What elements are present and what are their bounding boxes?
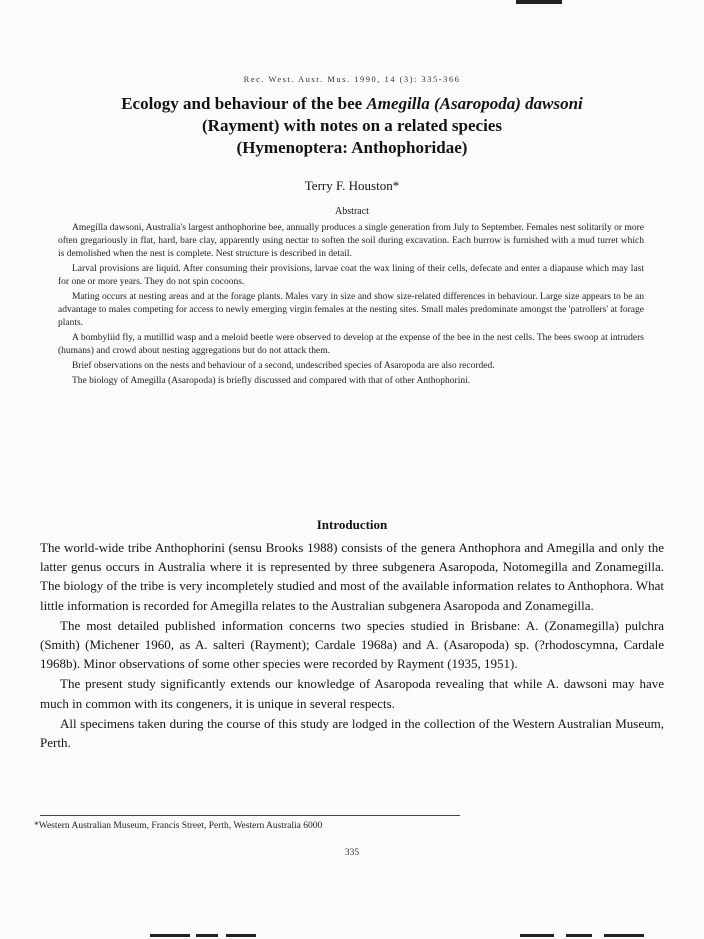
- introduction-body: [40, 538, 664, 753]
- abstract-paragraph: Larval provisions are liquid. After consuming their provisions, larvae coat the wax lining of their cells, defecate and enter a diapause which may last for one or more years. They do not spin cocoons.: [58, 264, 644, 287]
- scan-artifact-top: [516, 0, 562, 4]
- title-part-2: (Rayment) with notes on a related species: [202, 116, 502, 135]
- running-head: Rec. West. Aust. Mus. 1990, 14 (3): 335-366: [243, 74, 461, 84]
- intro-paragraph: The present study significantly extends our knowledge of Asaropoda revealing that while A. dawsoni may have much in common with its congeners, it is unique in several respects.: [40, 676, 664, 711]
- abstract-paragraph: Amegilla dawsoni, Australia's largest anthophorine bee, annually produces a single generation from July to September. Females nest solitarily or more often gregariously in flat, hard, bare clay, apparently using nectar to soften the soil during excavation. Each burrow is furnished with a mud turret which is demolished when the nest is complete. Nest structure is described in detail.: [58, 223, 644, 259]
- scan-artifact-bottom: [0, 932, 704, 938]
- introduction-heading: Introduction: [316, 517, 388, 532]
- abstract-paragraph: The biology of Amegilla (Asaropoda) is briefly discussed and compared with that of other Anthophorini.: [72, 376, 471, 386]
- author-affiliation-footnote: *Western Australian Museum, Francis Street, Perth, Western Australia 6000: [34, 821, 323, 831]
- title-part-3: (Hymenoptera: Anthophoridae): [236, 138, 468, 157]
- footnote-rule: [40, 815, 460, 816]
- abstract-body: [58, 222, 644, 390]
- intro-paragraph: The most detailed published information concerns two species studied in Brisbane: A. (Zonamegilla) pulchra (Smith) (Michener 1960, as A. salteri (Rayment); Cardale 1968a) and A. (Asaropoda) sp. (?rhodoscymna, Cardale 1968b). Minor observations of some other species were recorded by Rayment (1935, 1951).: [40, 617, 664, 672]
- abstract-paragraph: A bombyliid fly, a mutillid wasp and a meloid beetle were observed to develop at the expense of the bee in the nest cells. The bees swoop at intruders (humans) and crowd about nesting aggregations but do not attack them.: [58, 333, 644, 356]
- abstract-paragraph: Mating occurs at nesting areas and at the forage plants. Males vary in size and show size-related differences in behaviour. Large size appears to be an advantage to males competing for access to newly emerging virgin females at the nesting sites. Small males predominate amongst the 'patrollers' at forage plants.: [58, 292, 644, 328]
- intro-paragraph: All specimens taken during the course of this study are lodged in the collection of the Western Australian Museum, Perth.: [40, 715, 664, 751]
- author-name: Terry F. Houston*: [304, 178, 400, 193]
- page-number: 335: [344, 848, 360, 858]
- abstract-heading: Abstract: [335, 206, 369, 217]
- abstract-paragraph: Brief observations on the nests and behaviour of a second, undescribed species of Asaropoda are also recorded.: [72, 361, 495, 371]
- intro-paragraph: The world-wide tribe Anthophorini (sensu Brooks 1988) consists of the genera Anthophora and Amegilla and only the latter genus occurs in Australia where it is represented by three subgenera Asaropoda, Notomegilla and Zonamegilla. The biology of the tribe is very incompletely studied and most of the available information relates to Anthophora. What little information is recorded for Amegilla relates to the Australian subgenera Asaropoda and Zonamegilla.: [40, 540, 664, 613]
- title-part-1: Ecology and behaviour of the bee: [121, 94, 367, 113]
- article-title: [24, 93, 680, 159]
- title-genus: Amegilla (Asaropoda) dawsoni: [366, 94, 583, 113]
